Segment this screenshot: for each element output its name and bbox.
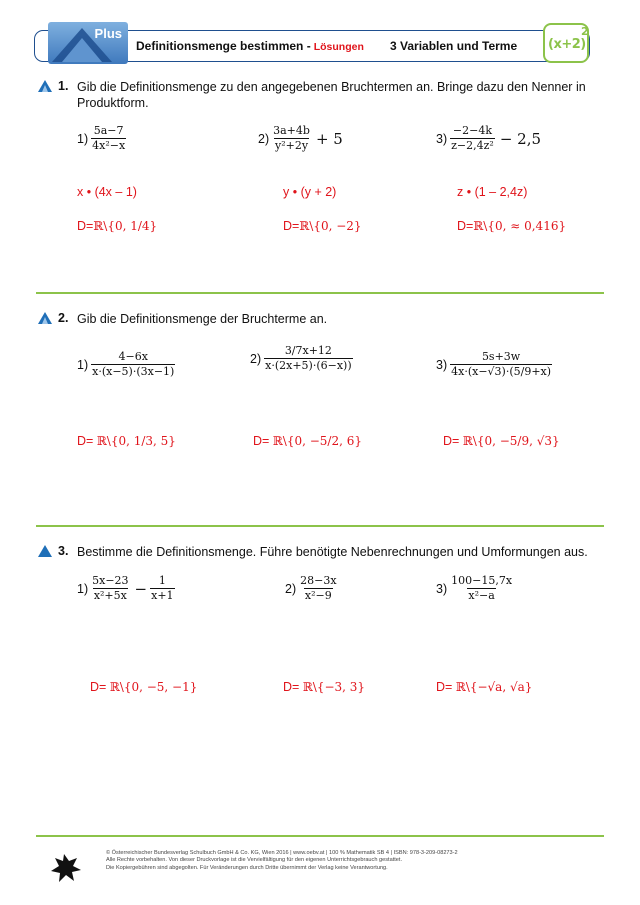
denominator: 4x²−x (92, 139, 126, 152)
difficulty-triangle-icon (38, 312, 52, 324)
fraction (264, 344, 353, 373)
denominator: x·(2x+5)·(6−x)) (265, 359, 352, 372)
fraction (450, 350, 552, 379)
answer-set: ℝ\{0, −5/2, 6} (272, 434, 362, 448)
numerator: 5x−23 (92, 574, 129, 587)
section-divider (36, 835, 604, 837)
term-tail: + 5 (315, 129, 343, 148)
numerator: 100−15,7x (451, 574, 513, 587)
denominator: x²+5x (93, 589, 127, 602)
domain-answer (283, 219, 362, 233)
answer-set: ℝ\{0, 1/3, 5} (96, 434, 176, 448)
item-label: 1) (77, 131, 89, 146)
numerator: 5a−7 (93, 124, 124, 137)
exercise-item (77, 574, 175, 603)
fraction (150, 574, 174, 603)
answer-set: ℝ\{0, −2} (299, 219, 362, 233)
answer-set: ℝ\{−3, 3} (302, 680, 366, 694)
denominator: x+1 (151, 589, 174, 602)
denominator: x·(x−5)·(3x−1) (92, 365, 175, 378)
exercise-item (436, 574, 513, 603)
item-label: 2) (250, 351, 262, 366)
factor-answer: y • (y + 2) (283, 185, 337, 199)
answer-set: ℝ\{−√a, √a} (455, 680, 533, 694)
chapter-badge (543, 23, 589, 63)
numerator: 5s+3w (481, 350, 521, 363)
exercise-item (258, 124, 343, 153)
item-label: 1) (77, 357, 89, 372)
fraction (450, 574, 513, 603)
logo-text: Plus (94, 26, 122, 41)
item-label: 3) (436, 581, 448, 596)
publisher-logo-icon (50, 852, 82, 884)
item-label: 3) (436, 357, 448, 372)
item-label: 3) (436, 131, 448, 146)
numerator: 3a+4b (273, 124, 310, 137)
task-instruction: Bestimme die Definitionsmenge. Führe benötigte Nebenrechnungen und Umformungen aus. (77, 545, 588, 559)
answer-prefix: D= (457, 219, 474, 233)
task-number: 2. (58, 311, 69, 325)
item-label: 2) (285, 581, 297, 596)
minus-sign: − (134, 579, 148, 598)
domain-answer (253, 434, 362, 448)
difficulty-triangle-icon (38, 80, 52, 92)
answer-prefix: D= (443, 434, 460, 448)
answer-set: ℝ\{0, −5/9, √3} (462, 434, 560, 448)
footer-line: Alle Rechte vorbehalten. Von dieser Druckvorlage ist die Vervielfältigung für den eigenen Unterrichtsgebrauch gestattet. (106, 857, 403, 864)
footer-line: Die Kopiergebühren sind abgegolten. Für Veränderungen durch Dritte übernimmt der Verlag keine Verantwortung. (106, 864, 388, 871)
domain-answer (77, 434, 176, 448)
badge-exponent: 2 (581, 25, 589, 38)
numerator: 28−3x (300, 574, 337, 587)
task-instruction: Gib die Definitionsmenge der Bruchterme an. (77, 312, 328, 326)
numerator: 4−6x (118, 350, 148, 363)
exercise-item (77, 124, 126, 153)
numerator: −2−4k (452, 124, 493, 137)
fraction (91, 350, 175, 379)
denominator: x²−9 (304, 589, 332, 602)
fraction (91, 124, 126, 153)
exercise-item (436, 124, 541, 153)
task-number: 1. (58, 79, 69, 93)
domain-answer (436, 680, 532, 694)
domain-answer (283, 680, 365, 694)
plus-logo (48, 22, 128, 64)
term-tail: − 2,5 (499, 129, 542, 148)
answer-prefix: D= (77, 219, 94, 233)
domain-answer (77, 219, 157, 233)
denominator: 4x·(x−√3)·(5/9+x) (451, 365, 552, 378)
domain-answer (457, 219, 566, 233)
badge-text: (x+2) (548, 37, 586, 52)
item-label: 1) (77, 581, 89, 596)
footer-line: © Österreichischer Bundesverlag Schulbuch GmbH & Co. KG, Wien 2016 | www.oebv.at | 100 % Mathematik SB 4 | ISBN: 978-3-209-08273-2 (106, 850, 458, 856)
exercise-item (285, 574, 338, 603)
fraction (272, 124, 311, 153)
answer-prefix: D= (436, 680, 453, 694)
numerator: 1 (158, 574, 166, 587)
factor-answer: z • (1 – 2,4z) (457, 185, 528, 199)
answer-prefix: D= (253, 434, 270, 448)
answer-set: ℝ\{0, −5, −1} (109, 680, 198, 694)
domain-answer (443, 434, 560, 448)
page-title-text: Definitionsmenge bestimmen - (136, 39, 311, 53)
answer-prefix: D= (90, 680, 107, 694)
numerator: 3/7x+12 (284, 344, 332, 357)
denominator: z−2,4z² (451, 139, 494, 152)
domain-answer (90, 680, 197, 694)
fraction (299, 574, 337, 603)
factor-answer: x • (4x – 1) (77, 185, 137, 199)
answer-prefix: D= (283, 219, 300, 233)
chapter-title: 3 Variablen und Terme (390, 39, 518, 53)
task-instruction: Gib die Definitionsmenge zu den angegebenen Bruchtermen an. Bringe dazu den Nenner in Produktform. (77, 80, 586, 110)
fraction (450, 124, 495, 153)
answer-set: ℝ\{0, ≈ 0,416} (473, 219, 567, 233)
fraction (91, 574, 129, 603)
exercise-item (250, 344, 353, 373)
solutions-label: Lösungen (313, 41, 364, 53)
item-label: 2) (258, 131, 270, 146)
difficulty-triangle-icon (38, 545, 52, 557)
section-divider (36, 292, 604, 294)
exercise-item (77, 350, 175, 379)
answer-set: ℝ\{0, 1/4} (93, 219, 158, 233)
denominator: x²−a (468, 589, 495, 602)
answer-prefix: D= (283, 680, 300, 694)
section-divider (36, 525, 604, 527)
task-number: 3. (58, 544, 69, 558)
answer-prefix: D= (77, 434, 94, 448)
page-title (136, 39, 364, 53)
denominator: y²+2y (275, 139, 309, 152)
footer-copyright (106, 850, 606, 872)
exercise-item (436, 350, 552, 379)
